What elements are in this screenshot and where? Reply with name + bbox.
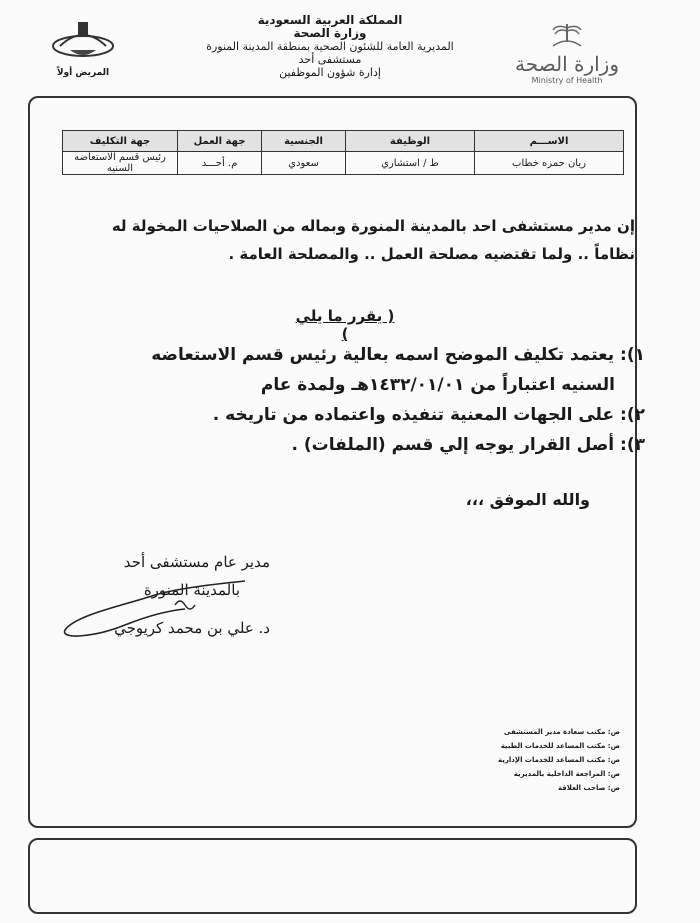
cell-assignment: رئيس قسم الاستعاضه السنيه xyxy=(63,152,178,175)
decision-item-1-cont: السنيه اعتباراً من ١٤٣٢/٠١/٠١هـ ولمدة عام xyxy=(260,375,615,395)
moh-english-name: Ministry of Health xyxy=(531,76,603,85)
cc-item: ص: صاحب العلاقة xyxy=(557,784,620,792)
table-row xyxy=(63,152,624,175)
signer-city: بالمدينة المنورة xyxy=(143,581,240,599)
cc-list xyxy=(440,725,620,795)
decision-item-1: ١): يعتمد تكليف الموضح اسمه بعالية رئيس قسم الاستعاضه xyxy=(151,345,645,365)
decision-item-3: ٣): أصل القرار يوجه إلي قسم (الملفات) . xyxy=(291,435,645,455)
cell-workplace: م. أحـــد xyxy=(178,152,262,175)
cell-name: ريان حمزه خطاب xyxy=(475,152,624,175)
ministry-name: وزارة الصحة xyxy=(293,26,367,40)
header-name: الاســـم xyxy=(475,131,624,152)
footer-frame xyxy=(28,838,637,914)
moh-logo xyxy=(512,22,622,85)
letterhead xyxy=(205,14,455,79)
closing-line: والله الموفق ،،، xyxy=(465,490,590,509)
cc-item: ص: مكتب سعادة مدير المستشفى xyxy=(503,728,620,736)
document-frame xyxy=(28,96,637,828)
header-workplace: جهة العمل xyxy=(178,131,262,152)
kingdom-name: المملكة العربية السعودية xyxy=(257,13,403,27)
decision-items xyxy=(40,340,645,460)
department-name: إدارة شؤون الموظفين xyxy=(279,66,381,79)
moh-arabic-name: وزارة الصحة xyxy=(515,52,619,76)
cc-item: ص: مكتب المساعد للخدمات الطبية xyxy=(500,742,620,750)
handwritten-signature xyxy=(55,575,255,645)
decides-heading: ( يقرر ما يلي ) xyxy=(295,307,395,343)
hospital-emblem-icon xyxy=(48,16,118,64)
directorate-name: المديرية العامة للشئون الصحية بمنطقة المدينة المنورة xyxy=(206,40,454,53)
hospital-name: مستشفى أحد xyxy=(298,53,362,66)
header-assignment: جهة التكليف xyxy=(63,131,178,152)
intro-paragraph: إن مدير مستشفى احد بالمدينة المنورة وبماله من الصلاحيات المخولة له نظاماً .. ولما تقتضيه مصلحة العمل .. والمصلحة العامة . xyxy=(111,217,635,263)
cc-item: ص: مكتب المساعد للخدمات الإدارية xyxy=(497,756,620,764)
hospital-logo-caption: المريض أولاً xyxy=(56,68,110,78)
cell-job: ط / استشاري xyxy=(346,152,475,175)
decision-item-2: ٢): على الجهات المعنية تنفيذه واعتماده من تاريخه . xyxy=(212,405,645,425)
cell-nationality: سعودي xyxy=(262,152,346,175)
header-job: الوظيفة xyxy=(346,131,475,152)
hospital-logo xyxy=(44,16,122,78)
signer-name: د. علي بن محمد كريوجي xyxy=(114,619,270,637)
table-header-row xyxy=(63,131,624,152)
cc-item: ص: المراجعة الداخلية بالمديرية xyxy=(513,770,620,778)
palm-swords-icon xyxy=(547,22,587,48)
signer-title: مدير عام مستشفى أحد xyxy=(123,553,270,571)
employee-info-table xyxy=(62,130,624,175)
header-nationality: الجنسية xyxy=(262,131,346,152)
